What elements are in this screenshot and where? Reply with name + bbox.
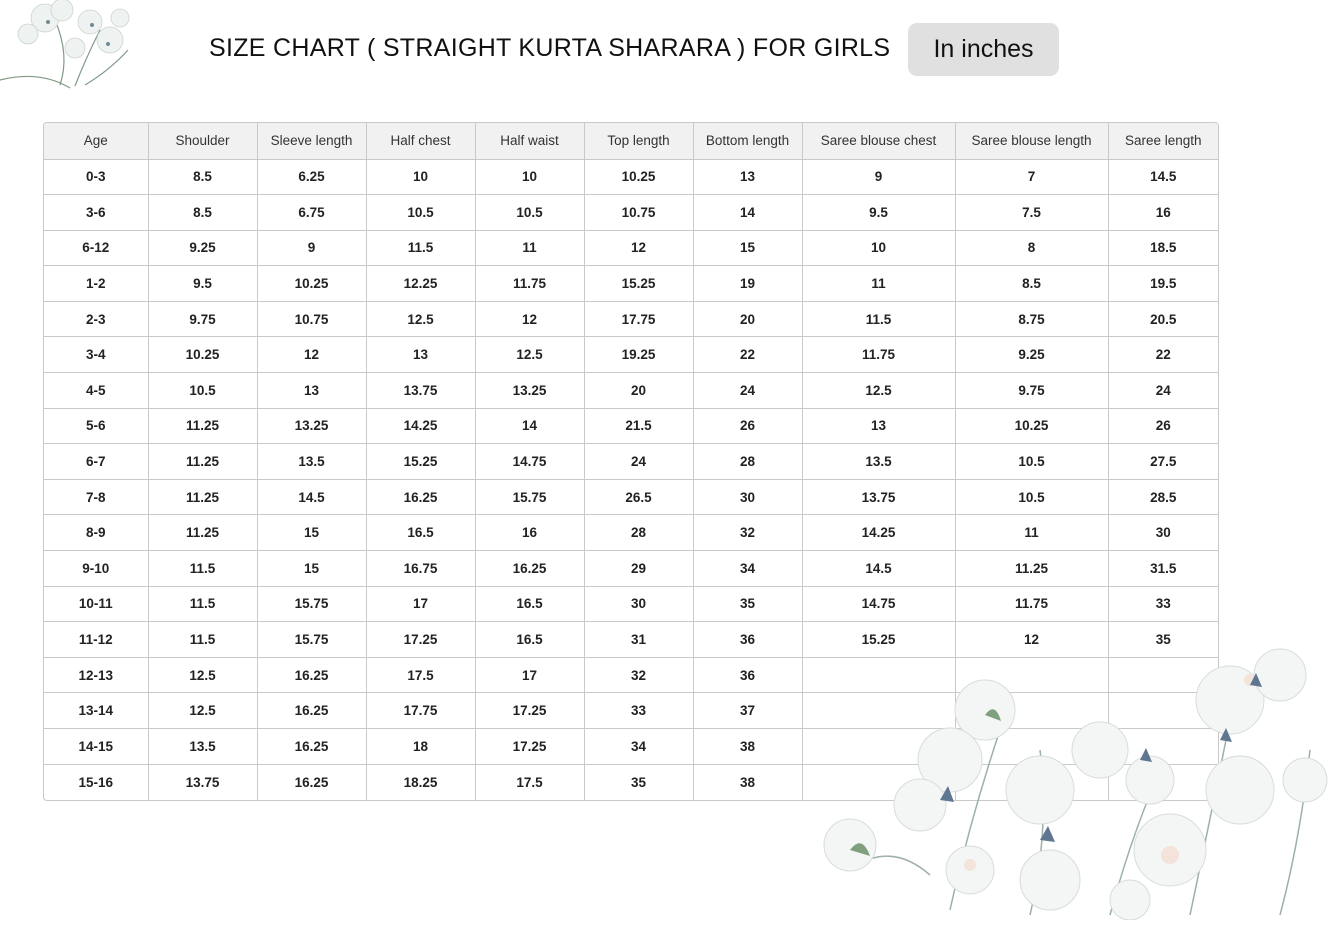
measurement-cell: 15.75 xyxy=(475,479,584,515)
measurement-cell: 16.25 xyxy=(475,551,584,587)
measurement-cell: 9.5 xyxy=(148,266,257,302)
measurement-cell: 16.75 xyxy=(366,551,475,587)
measurement-cell: 17.25 xyxy=(366,622,475,658)
age-cell: 2-3 xyxy=(44,301,148,337)
measurement-cell: 24 xyxy=(1108,373,1218,409)
measurement-cell: 9.25 xyxy=(148,230,257,266)
measurement-cell: 10.5 xyxy=(955,444,1108,480)
measurement-cell: 13.25 xyxy=(257,408,366,444)
measurement-cell: 35 xyxy=(584,764,693,800)
measurement-cell: 20 xyxy=(693,301,802,337)
column-header: Age xyxy=(44,123,148,159)
measurement-cell: 12.5 xyxy=(475,337,584,373)
floral-decoration-top-left xyxy=(0,0,150,95)
column-header: Bottom length xyxy=(693,123,802,159)
column-header: Shoulder xyxy=(148,123,257,159)
measurement-cell: 17.25 xyxy=(475,693,584,729)
table-row xyxy=(44,373,1218,409)
measurement-cell: 14.75 xyxy=(802,586,955,622)
measurement-cell: 38 xyxy=(693,729,802,765)
measurement-cell: 31.5 xyxy=(1108,551,1218,587)
table-row xyxy=(44,337,1218,373)
measurement-cell: 34 xyxy=(693,551,802,587)
measurement-cell: 10.25 xyxy=(148,337,257,373)
measurement-cell: 13 xyxy=(802,408,955,444)
age-cell: 6-7 xyxy=(44,444,148,480)
measurement-cell: 9 xyxy=(257,230,366,266)
age-cell: 4-5 xyxy=(44,373,148,409)
measurement-cell: 33 xyxy=(1108,586,1218,622)
measurement-cell: 11.25 xyxy=(148,515,257,551)
age-cell: 10-11 xyxy=(44,586,148,622)
measurement-cell: 37 xyxy=(693,693,802,729)
measurement-cell: 14.5 xyxy=(1108,159,1218,195)
measurement-cell: 28 xyxy=(584,515,693,551)
measurement-cell: 11.75 xyxy=(475,266,584,302)
measurement-cell: 24 xyxy=(584,444,693,480)
measurement-cell: 15 xyxy=(257,515,366,551)
measurement-cell: 10.5 xyxy=(475,195,584,231)
measurement-cell: 13 xyxy=(257,373,366,409)
measurement-cell: 10 xyxy=(475,159,584,195)
measurement-cell: 11.25 xyxy=(148,444,257,480)
measurement-cell: 16.25 xyxy=(257,764,366,800)
measurement-cell: 16.5 xyxy=(366,515,475,551)
measurement-cell: 8.5 xyxy=(148,195,257,231)
measurement-cell: 11.5 xyxy=(148,622,257,658)
age-cell: 15-16 xyxy=(44,764,148,800)
measurement-cell: 10.5 xyxy=(366,195,475,231)
measurement-cell: 15.25 xyxy=(584,266,693,302)
measurement-cell: 18 xyxy=(366,729,475,765)
column-header: Saree blouse length xyxy=(955,123,1108,159)
measurement-cell: 11.5 xyxy=(366,230,475,266)
measurement-cell: 16.25 xyxy=(366,479,475,515)
measurement-cell: 11.5 xyxy=(148,586,257,622)
measurement-cell: 26.5 xyxy=(584,479,693,515)
measurement-cell: 16.25 xyxy=(257,657,366,693)
measurement-cell: 20.5 xyxy=(1108,301,1218,337)
column-header: Top length xyxy=(584,123,693,159)
age-cell: 12-13 xyxy=(44,657,148,693)
measurement-cell: 34 xyxy=(584,729,693,765)
measurement-cell: 24 xyxy=(693,373,802,409)
measurement-cell: 30 xyxy=(693,479,802,515)
age-cell: 9-10 xyxy=(44,551,148,587)
measurement-cell: 15 xyxy=(257,551,366,587)
measurement-cell: 9.25 xyxy=(955,337,1108,373)
measurement-cell: 30 xyxy=(1108,515,1218,551)
measurement-cell: 16 xyxy=(475,515,584,551)
measurement-cell: 13.25 xyxy=(475,373,584,409)
measurement-cell: 12 xyxy=(955,622,1108,658)
measurement-cell: 11.5 xyxy=(148,551,257,587)
measurement-cell: 22 xyxy=(1108,337,1218,373)
table-row xyxy=(44,408,1218,444)
measurement-cell: 11.25 xyxy=(148,479,257,515)
measurement-cell: 13.5 xyxy=(257,444,366,480)
measurement-cell: 21.5 xyxy=(584,408,693,444)
table-row xyxy=(44,515,1218,551)
measurement-cell: 12.5 xyxy=(148,657,257,693)
floral-decoration-bottom-right xyxy=(810,640,1330,920)
measurement-cell: 14.5 xyxy=(802,551,955,587)
measurement-cell: 12.5 xyxy=(366,301,475,337)
age-cell: 8-9 xyxy=(44,515,148,551)
measurement-cell: 35 xyxy=(1108,622,1218,658)
measurement-cell: 9.75 xyxy=(955,373,1108,409)
age-cell: 13-14 xyxy=(44,693,148,729)
measurement-cell: 17 xyxy=(475,657,584,693)
measurement-cell: 15.75 xyxy=(257,586,366,622)
measurement-cell: 8.5 xyxy=(148,159,257,195)
measurement-cell: 28.5 xyxy=(1108,479,1218,515)
measurement-cell: 6.75 xyxy=(257,195,366,231)
column-header: Half chest xyxy=(366,123,475,159)
column-header: Sleeve length xyxy=(257,123,366,159)
measurement-cell: 9 xyxy=(802,159,955,195)
measurement-cell: 16.5 xyxy=(475,586,584,622)
measurement-cell: 19.25 xyxy=(584,337,693,373)
measurement-cell: 9.5 xyxy=(802,195,955,231)
measurement-cell: 17.5 xyxy=(475,764,584,800)
measurement-cell: 10.5 xyxy=(148,373,257,409)
measurement-cell: 20 xyxy=(584,373,693,409)
measurement-cell: 15 xyxy=(693,230,802,266)
measurement-cell: 10 xyxy=(366,159,475,195)
measurement-cell: 14 xyxy=(693,195,802,231)
table-row xyxy=(44,586,1218,622)
measurement-cell: 17 xyxy=(366,586,475,622)
measurement-cell: 18.5 xyxy=(1108,230,1218,266)
measurement-cell: 11.5 xyxy=(802,301,955,337)
measurement-cell: 12 xyxy=(584,230,693,266)
table-header-row xyxy=(44,123,1218,159)
measurement-cell: 13 xyxy=(366,337,475,373)
measurement-cell: 10.25 xyxy=(584,159,693,195)
measurement-cell: 7 xyxy=(955,159,1108,195)
measurement-cell: 11 xyxy=(475,230,584,266)
measurement-cell: 14.5 xyxy=(257,479,366,515)
measurement-cell: 9.75 xyxy=(148,301,257,337)
age-cell: 5-6 xyxy=(44,408,148,444)
measurement-cell: 32 xyxy=(693,515,802,551)
measurement-cell: 10.25 xyxy=(955,408,1108,444)
age-cell: 14-15 xyxy=(44,729,148,765)
measurement-cell: 15.25 xyxy=(366,444,475,480)
age-cell: 1-2 xyxy=(44,266,148,302)
measurement-cell: 17.25 xyxy=(475,729,584,765)
measurement-cell: 12.5 xyxy=(148,693,257,729)
measurement-cell: 14 xyxy=(475,408,584,444)
measurement-cell: 31 xyxy=(584,622,693,658)
measurement-cell: 10.75 xyxy=(584,195,693,231)
measurement-cell: 17.75 xyxy=(366,693,475,729)
age-cell: 0-3 xyxy=(44,159,148,195)
measurement-cell: 13.5 xyxy=(802,444,955,480)
table-row xyxy=(44,195,1218,231)
measurement-cell: 15.25 xyxy=(802,622,955,658)
table-row xyxy=(44,444,1218,480)
table-row xyxy=(44,551,1218,587)
table-row xyxy=(44,230,1218,266)
measurement-cell: 30 xyxy=(584,586,693,622)
measurement-cell: 35 xyxy=(693,586,802,622)
measurement-cell: 16.25 xyxy=(257,693,366,729)
measurement-cell: 13.5 xyxy=(148,729,257,765)
measurement-cell: 7.5 xyxy=(955,195,1108,231)
measurement-cell: 14.25 xyxy=(366,408,475,444)
measurement-cell: 28 xyxy=(693,444,802,480)
page-title: SIZE CHART ( STRAIGHT KURTA SHARARA ) FOR GIRLS xyxy=(209,34,891,62)
measurement-cell: 19 xyxy=(693,266,802,302)
measurement-cell: 11.75 xyxy=(955,586,1108,622)
measurement-cell: 36 xyxy=(693,622,802,658)
measurement-cell: 16 xyxy=(1108,195,1218,231)
measurement-cell: 8.75 xyxy=(955,301,1108,337)
measurement-cell: 22 xyxy=(693,337,802,373)
measurement-cell: 16.5 xyxy=(475,622,584,658)
measurement-cell: 11.25 xyxy=(955,551,1108,587)
measurement-cell: 8.5 xyxy=(955,266,1108,302)
measurement-cell: 10 xyxy=(802,230,955,266)
measurement-cell: 12.25 xyxy=(366,266,475,302)
column-header: Saree length xyxy=(1108,123,1218,159)
measurement-cell: 36 xyxy=(693,657,802,693)
column-header: Saree blouse chest xyxy=(802,123,955,159)
measurement-cell: 13.75 xyxy=(148,764,257,800)
table-row xyxy=(44,266,1218,302)
units-badge: In inches xyxy=(908,23,1059,76)
measurement-cell: 29 xyxy=(584,551,693,587)
age-cell: 11-12 xyxy=(44,622,148,658)
measurement-cell: 10.25 xyxy=(257,266,366,302)
measurement-cell: 12 xyxy=(257,337,366,373)
measurement-cell: 14.75 xyxy=(475,444,584,480)
measurement-cell: 15.75 xyxy=(257,622,366,658)
measurement-cell: 16.25 xyxy=(257,729,366,765)
measurement-cell: 17.5 xyxy=(366,657,475,693)
measurement-cell: 27.5 xyxy=(1108,444,1218,480)
measurement-cell: 38 xyxy=(693,764,802,800)
measurement-cell: 13 xyxy=(693,159,802,195)
measurement-cell: 8 xyxy=(955,230,1108,266)
measurement-cell: 13.75 xyxy=(802,479,955,515)
table-row xyxy=(44,159,1218,195)
measurement-cell: 6.25 xyxy=(257,159,366,195)
age-cell: 3-6 xyxy=(44,195,148,231)
measurement-cell: 13.75 xyxy=(366,373,475,409)
measurement-cell: 14.25 xyxy=(802,515,955,551)
table-row xyxy=(44,479,1218,515)
measurement-cell: 12.5 xyxy=(802,373,955,409)
measurement-cell: 11 xyxy=(955,515,1108,551)
measurement-cell: 11 xyxy=(802,266,955,302)
column-header: Half waist xyxy=(475,123,584,159)
table-row xyxy=(44,301,1218,337)
measurement-cell: 12 xyxy=(475,301,584,337)
measurement-cell: 26 xyxy=(693,408,802,444)
measurement-cell: 26 xyxy=(1108,408,1218,444)
measurement-cell: 10.5 xyxy=(955,479,1108,515)
measurement-cell: 33 xyxy=(584,693,693,729)
age-cell: 6-12 xyxy=(44,230,148,266)
measurement-cell: 11.25 xyxy=(148,408,257,444)
age-cell: 3-4 xyxy=(44,337,148,373)
measurement-cell: 32 xyxy=(584,657,693,693)
measurement-cell: 19.5 xyxy=(1108,266,1218,302)
measurement-cell: 18.25 xyxy=(366,764,475,800)
measurement-cell: 10.75 xyxy=(257,301,366,337)
age-cell: 7-8 xyxy=(44,479,148,515)
measurement-cell: 17.75 xyxy=(584,301,693,337)
measurement-cell: 11.75 xyxy=(802,337,955,373)
